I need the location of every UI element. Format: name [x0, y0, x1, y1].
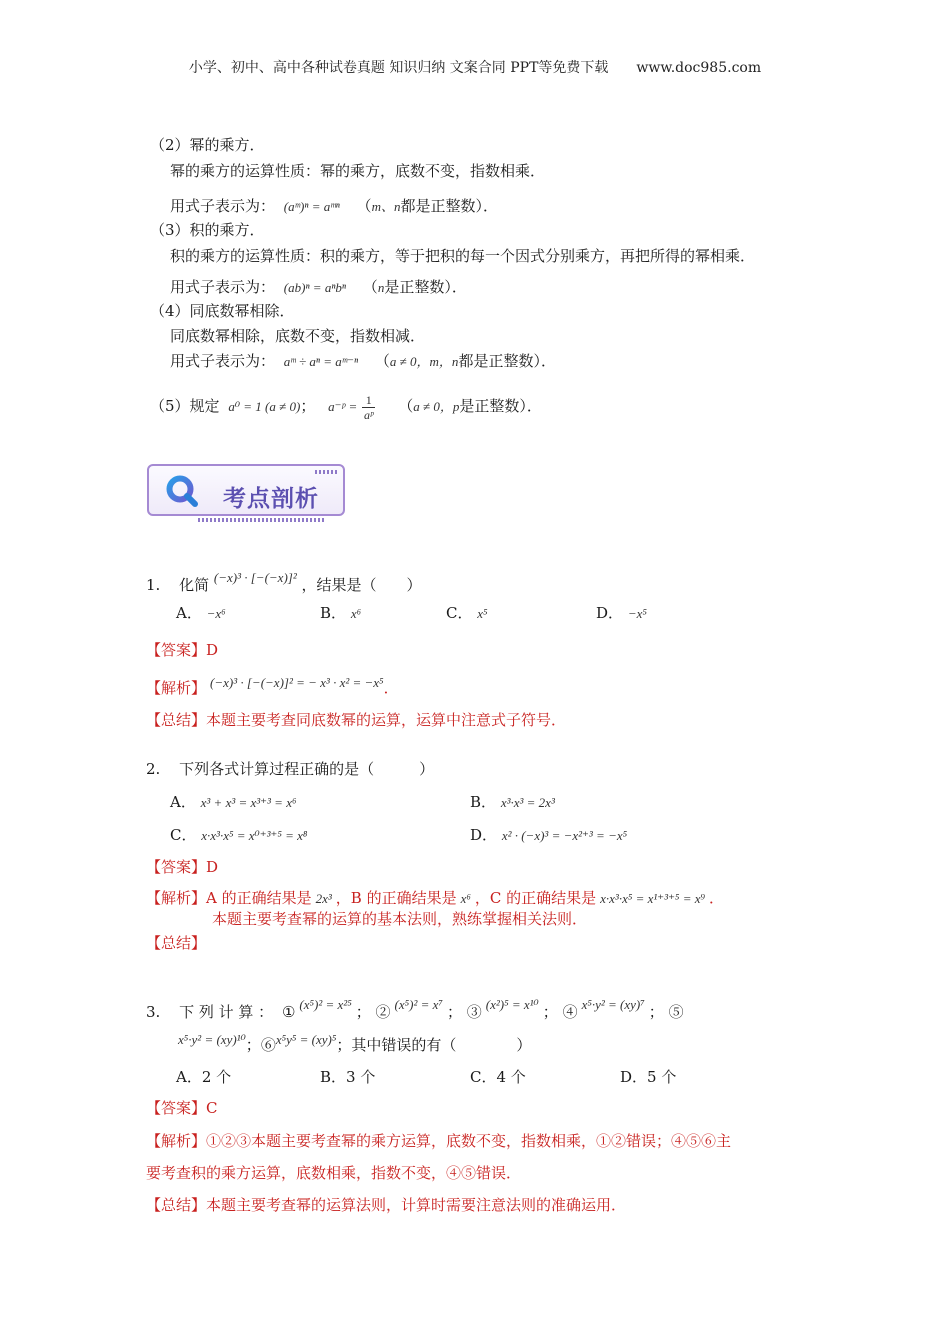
option-value: x⁵: [477, 606, 488, 621]
option-c[interactable]: [470, 1067, 526, 1087]
item-mark: ③: [466, 1003, 482, 1021]
rule-property: 同底数幂相除，底数不变，指数相减．: [170, 327, 426, 345]
option-label: D．: [470, 826, 498, 844]
option-label: C．: [170, 826, 197, 844]
option-value: x³·x³ = 2x³: [500, 795, 555, 810]
analysis-line: [146, 888, 724, 909]
option-label: B．: [320, 604, 347, 622]
option-d[interactable]: [596, 603, 647, 624]
rule-cond-open: （: [356, 197, 372, 215]
item-expression: (x⁵)² = x⁷: [394, 997, 443, 1012]
rule-cond: 都是正整数）．: [400, 197, 498, 215]
analysis-text: ①②③本题主要考查幂的乘方运算，底数不变，指数相乘，①②错误；④⑤⑥主: [206, 1132, 732, 1150]
item-separator: ；: [446, 1003, 462, 1021]
question-stem: [146, 997, 810, 1023]
rule-cond-vars: a ≠ 0，m，n: [389, 354, 459, 369]
question-number: 1.: [146, 576, 161, 594]
analysis-line-2: 本题主要考查幂的运算的基本法则，熟练掌握相关法则．: [212, 910, 588, 928]
option-value: x³ + x³ = x³⁺³ = x⁶: [200, 795, 297, 810]
option-c[interactable]: [170, 825, 307, 846]
header-text: 小学、初中、高中各种试卷真题 知识归纳 文案合同 PPT等免费下载: [188, 60, 609, 76]
analysis-line: [146, 1131, 731, 1151]
summary-text: 本题主要考查幂的运算法则，计算时需要注意法则的准确运用．: [206, 1196, 627, 1214]
rule-formula-line: [170, 351, 556, 372]
option-value: 4 个: [496, 1068, 526, 1086]
rule-cond-vars: m、n: [371, 199, 401, 214]
option-label: B．: [320, 1068, 347, 1086]
answer-label: 【答案】: [146, 858, 207, 876]
option-label: D．: [596, 604, 624, 622]
question-tail: ，结果是（ ）: [301, 576, 422, 594]
item-separator: ；: [245, 1036, 261, 1054]
answer-value: D: [206, 858, 219, 876]
option-c[interactable]: [446, 603, 488, 624]
question-text: 下 列 计 算 ：: [179, 1003, 274, 1021]
answer-label: 【答案】: [146, 641, 207, 659]
rule-property: 幂的乘方的运算性质：幂的乘方，底数不变，指数相乘．: [170, 162, 546, 180]
option-a[interactable]: [176, 1067, 231, 1087]
option-d[interactable]: [620, 1067, 676, 1087]
option-label: A．: [176, 1068, 202, 1086]
banner-decoration: [315, 470, 337, 474]
question-text: 化简: [179, 576, 210, 594]
rule-lead: 用式子表示为：: [170, 197, 276, 215]
option-d[interactable]: [470, 825, 627, 846]
banner-stripe: [198, 518, 324, 522]
rule-title: （3）积的乘方．: [150, 221, 265, 239]
question-stem-line-2: [178, 1032, 532, 1056]
analysis-label: 【解析】: [146, 889, 207, 907]
fraction-denominator: aᵖ: [364, 407, 374, 422]
item-separator: ；: [336, 1036, 352, 1054]
option-value: x² · (−x)³ = −x²⁺³ = −x⁵: [501, 828, 628, 843]
fraction: [362, 393, 375, 422]
option-label: C．: [470, 1068, 497, 1086]
question-expression: (−x)³ · [−(−x)]²: [213, 570, 297, 585]
summary-label: 【总结】: [146, 711, 207, 729]
option-value: 3 个: [346, 1068, 376, 1086]
question-stem: [146, 759, 434, 779]
analysis-text: ，B 的正确结果是: [335, 889, 457, 907]
question-tail: 其中错误的有（ ）: [351, 1036, 532, 1054]
analysis-text: A 的正确结果是: [206, 889, 312, 907]
option-label: A．: [170, 793, 196, 811]
item-mark: ⑥: [260, 1036, 276, 1054]
option-value: x·x³·x⁵ = x⁰⁺³⁺⁵ = x⁸: [201, 828, 308, 843]
analysis-line-2: 要考查积的乘方运算，底数相乘，指数不变，④⑤错误．: [146, 1164, 522, 1182]
rule-cond-vars: a ≠ 0，p: [413, 399, 460, 414]
option-value: 2 个: [201, 1068, 232, 1086]
analysis-label: 【解析】: [146, 679, 207, 697]
rule-formula: aᵐ ÷ aⁿ = aᵐ⁻ⁿ: [283, 354, 359, 369]
rule-lead: 用式子表示为：: [170, 352, 276, 370]
rule-formula-line: [170, 277, 467, 298]
answer-label: 【答案】: [146, 1099, 207, 1117]
rule-formula: a⁰ = 1 (a ≠ 0): [228, 399, 301, 414]
rule-cond-open: （: [398, 397, 414, 415]
rule-formula-lhs: a⁻ᵖ =: [328, 399, 358, 414]
item-expression: (x⁵)² = x²⁵: [299, 997, 352, 1012]
analysis-line: [146, 675, 399, 699]
option-b[interactable]: [320, 603, 361, 624]
rule-cond-open: （: [374, 352, 390, 370]
item-separator: ；: [542, 1003, 558, 1021]
rule-separator: ；: [300, 397, 316, 415]
analysis-expression: x⁶: [460, 891, 471, 906]
option-a[interactable]: [176, 603, 226, 624]
answer-line: [146, 640, 218, 660]
rule-5: [150, 388, 542, 425]
summary-label: 【总结】: [146, 934, 207, 952]
question-stem: [146, 570, 422, 596]
item-separator: ；: [355, 1003, 371, 1021]
option-label: A．: [176, 604, 202, 622]
item-mark: ①: [281, 1003, 296, 1021]
answer-value: C: [206, 1099, 218, 1117]
search-icon: [165, 474, 205, 508]
option-value: x⁶: [350, 606, 362, 621]
section-banner: [144, 462, 346, 520]
option-label: C．: [446, 604, 473, 622]
analysis-expression: (−x)³ · [−(−x)]² = − x³ · x² = −x⁵: [210, 675, 384, 690]
item-expression: x⁵·y² = (xy)⁷: [581, 997, 645, 1012]
question-number: 2.: [146, 760, 161, 778]
question-number: 3.: [146, 1003, 161, 1021]
option-value: 5 个: [647, 1068, 677, 1086]
rule-cond-vars: n: [377, 280, 385, 295]
analysis-end: ．: [383, 679, 399, 697]
analysis-expression: x·x³·x⁵ = x¹⁺³⁺⁵ = x⁹: [600, 891, 706, 906]
summary-line: [146, 710, 566, 730]
analysis-end: ．: [709, 889, 725, 907]
header-site-link[interactable]: www.doc985.com: [636, 60, 762, 76]
option-b[interactable]: [470, 792, 555, 813]
analysis-text: ，C 的正确结果是: [474, 889, 597, 907]
option-value: −x⁵: [627, 606, 647, 621]
rule-cond-open: （: [362, 278, 378, 296]
analysis-expression: 2x³: [315, 891, 332, 906]
section-title: 考点剖析: [223, 486, 319, 512]
option-label: B．: [470, 793, 497, 811]
summary-line: [146, 1195, 626, 1215]
item-expression: x⁵·y² = (xy)¹⁰: [178, 1032, 246, 1047]
rule-cond: 都是正整数）．: [458, 352, 556, 370]
rule-formula: (ab)ⁿ = aⁿbⁿ: [283, 280, 347, 295]
summary-label: 【总结】: [146, 1196, 207, 1214]
rule-lead: （5）规定: [150, 397, 220, 415]
summary-line: [146, 933, 206, 953]
rule-lead: 用式子表示为：: [170, 278, 276, 296]
section-banner-box: [147, 464, 345, 516]
item-mark: ②: [375, 1003, 391, 1021]
item-expression: (x²)⁵ = x¹⁰: [485, 997, 539, 1012]
rule-cond: 是正整数）．: [459, 397, 542, 415]
option-label: D．: [620, 1068, 648, 1086]
page-header: [0, 58, 950, 78]
rule-formula: (aᵐ)ⁿ = aᵐⁿ: [283, 199, 340, 214]
answer-value: D: [206, 641, 219, 659]
rule-title: （2）幂的乘方．: [150, 136, 265, 154]
item-separator: ；: [648, 1003, 664, 1021]
answer-line: [146, 857, 218, 877]
fraction-numerator: 1: [362, 393, 375, 408]
option-a[interactable]: [170, 792, 297, 813]
rule-cond: 是正整数）．: [384, 278, 467, 296]
item-mark: ⑤: [668, 1003, 684, 1021]
item-mark: ④: [562, 1003, 578, 1021]
analysis-label: 【解析】: [146, 1132, 207, 1150]
rule-title: （4）同底数幂相除．: [150, 302, 295, 320]
rule-property: 积的乘方的运算性质：积的乘方，等于把积的每一个因式分别乘方，再把所得的幂相乘．: [170, 247, 756, 265]
rule-formula-line: [170, 196, 498, 217]
option-value: −x⁶: [206, 606, 226, 621]
question-text: 下列各式计算过程正确的是（ ）: [179, 760, 435, 778]
summary-text: 本题主要考查同底数幂的运算，运算中注意式子符号．: [206, 711, 567, 729]
item-expression: x⁵y⁵ = (xy)⁵: [275, 1032, 337, 1047]
answer-line: [146, 1098, 218, 1118]
option-b[interactable]: [320, 1067, 375, 1087]
